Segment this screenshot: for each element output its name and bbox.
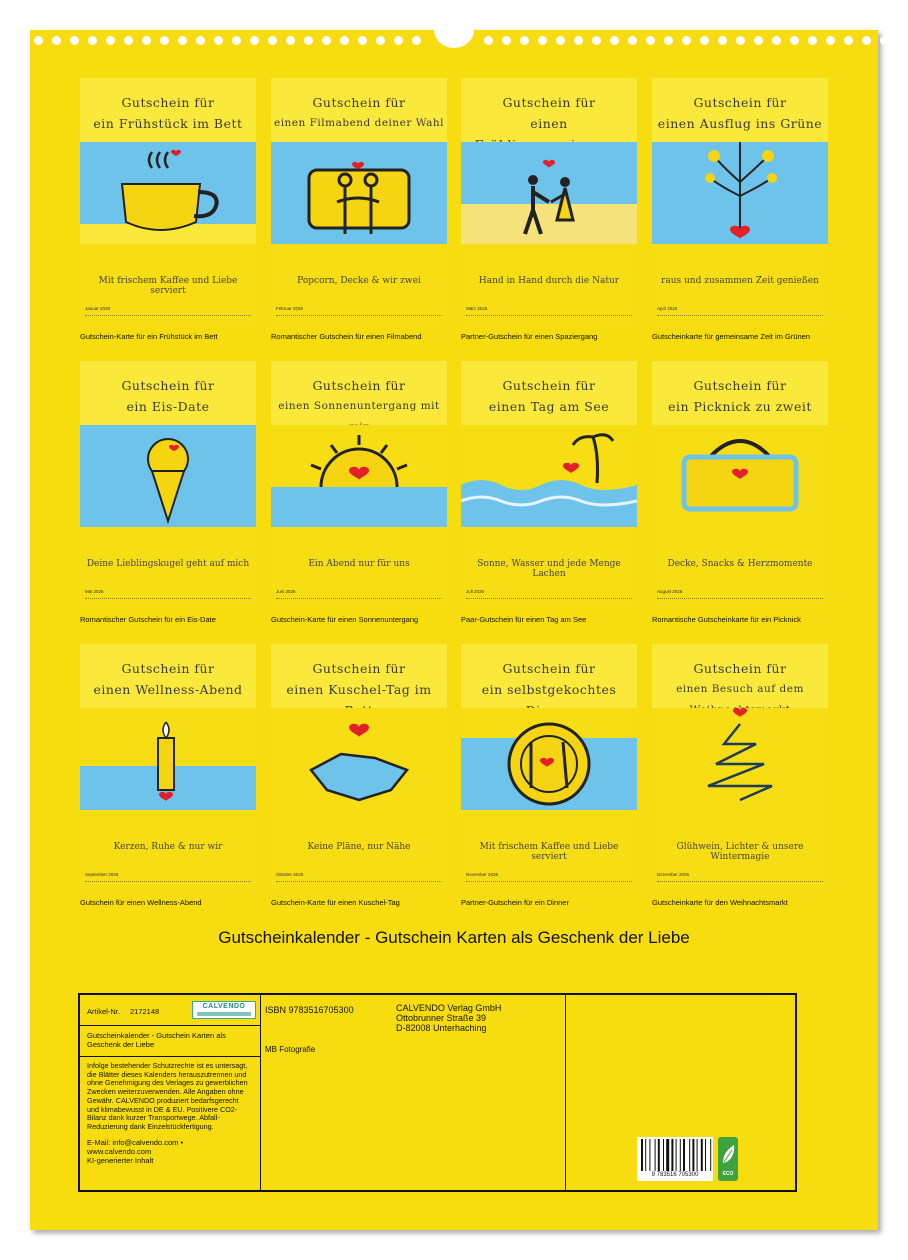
- flower-tree-icon: [652, 142, 828, 244]
- binding-hole: [772, 36, 781, 45]
- binding-hole: [718, 36, 727, 45]
- day-strip: [85, 881, 251, 886]
- card-subtitle: Keine Pläne, nur Nähe: [307, 842, 411, 852]
- handshake-heart-icon: [271, 708, 447, 810]
- binding-hole: [700, 36, 709, 45]
- month-label: Januar 2026: [85, 306, 111, 311]
- binding-hole: [304, 36, 313, 45]
- info-column-middle: [260, 995, 566, 1190]
- legal-text: Infolge bestehender Schutzrechte ist es untersagt, die Blätter dieses Kalenders herauszutrennen und ohne Genehmigung des Verlages zu gewerblichen Zwecken weiterzuverwenden. Alle Angaben ohne Gewähr. CALVENDO produziert bedarfsgerecht und klimabewusst in DE & EU. Positivere CO2-Bilanz dank kurzer Transportwege. Abfall-Reduzierung dank Einzelstückfertigung.: [87, 1061, 248, 1131]
- publisher-name: CALVENDO Verlag GmbH: [396, 1003, 502, 1013]
- calvendo-logo: CALVENDO: [192, 1001, 256, 1019]
- month-card: [461, 644, 637, 892]
- binding-hole: [232, 36, 241, 45]
- day-strip: [657, 315, 823, 320]
- binding-hole: [394, 36, 403, 45]
- calendar-title: Gutscheinkalender - Gutschein Karten als Geschenk der Liebe: [218, 928, 690, 947]
- publisher-street: Ottobrunner Straße 39: [396, 1013, 487, 1023]
- card-subtitle: Glühwein, Lichter & unsere Wintermagie: [676, 842, 804, 862]
- day-strip: [85, 315, 251, 320]
- month-card: [461, 361, 637, 609]
- card-subtitle: Deine Lieblingskugel geht auf mich: [86, 559, 250, 569]
- day-strip: [466, 598, 632, 603]
- eco-badge: ECO: [718, 1137, 738, 1181]
- publisher-city: D-82008 Unterhaching: [396, 1023, 487, 1033]
- month-label: Dezember 2026: [657, 872, 690, 877]
- binding-hole: [574, 36, 583, 45]
- article-number: 2172148: [130, 1007, 160, 1016]
- card-caption: Gutschein-Karte für einen Kuschel-Tag: [271, 898, 400, 907]
- card-subtitle: raus und zusammen Zeit genießen: [661, 276, 819, 286]
- month-label: Juli 2026: [466, 589, 485, 594]
- card-subtitle: Ein Abend nur für uns: [308, 559, 410, 569]
- card-title: Gutschein für einen Besuch auf dem: [676, 661, 804, 695]
- binding-hole: [556, 36, 565, 45]
- month-card: [80, 361, 256, 609]
- month-card: [271, 78, 447, 326]
- day-strip: [276, 315, 442, 320]
- binding-hole: [646, 36, 655, 45]
- card-subtitle: Sonne, Wasser und jede Menge Lachen: [477, 559, 621, 579]
- author-text: MB Fotografie: [265, 1045, 316, 1054]
- binding-hole: [412, 36, 421, 45]
- card-caption: Gutschein für einen Wellness-Abend: [80, 898, 202, 907]
- day-strip: [466, 881, 632, 886]
- month-label: November 2026: [466, 872, 499, 877]
- day-strip: [276, 881, 442, 886]
- binding-hole: [88, 36, 97, 45]
- month-card: [271, 361, 447, 609]
- binding-hole: [106, 36, 115, 45]
- card-caption: Romantischer Gutschein für ein Eis-Date: [80, 615, 216, 624]
- barcode: [637, 1137, 713, 1181]
- day-strip: [657, 598, 823, 603]
- article-label: Artikel-Nr.: [87, 1007, 120, 1016]
- christmas-tree-icon: [652, 708, 828, 810]
- binding-hole: [214, 36, 223, 45]
- binding-hole: [592, 36, 601, 45]
- calendar-back-page: [30, 30, 878, 1230]
- card-title: Gutschein für ein Picknick zu zweit: [668, 378, 812, 414]
- day-strip: [657, 881, 823, 886]
- card-subtitle: Kerzen, Ruhe & nur wir: [113, 842, 223, 852]
- binding-hole: [880, 36, 889, 45]
- binding-hole: [682, 36, 691, 45]
- isbn-text: ISBN 9783516705300: [265, 1005, 354, 1015]
- card-caption: Gutscheinkarte für den Weihnachtsmarkt: [652, 898, 788, 907]
- day-strip: [85, 598, 251, 603]
- binding-hole: [268, 36, 277, 45]
- binding-hole: [484, 36, 493, 45]
- month-label: April 2026: [657, 306, 678, 311]
- binding-hole: [160, 36, 169, 45]
- coffee-cup-icon: [80, 142, 256, 244]
- month-card: [652, 78, 828, 326]
- day-strip: [466, 315, 632, 320]
- card-title: Gutschein für einen Sonnenuntergang mit: [278, 378, 440, 412]
- card-caption: Gutscheinkarte für gemeinsame Zeit im Grünen: [652, 332, 810, 341]
- binding-hole: [250, 36, 259, 45]
- barcode-digits: 9 783516 705300: [651, 1172, 699, 1178]
- binding-hole: [808, 36, 817, 45]
- binding-hole: [664, 36, 673, 45]
- month-card: [80, 78, 256, 326]
- month-label: August 2026: [657, 589, 683, 594]
- card-title: Gutschein für einen Ausflug ins Grüne: [657, 95, 823, 131]
- binding-hole: [52, 36, 61, 45]
- card-title: Gutschein für einen Filmabend deiner Wahl: [273, 95, 444, 129]
- month-label: Februar 2026: [276, 306, 304, 311]
- card-title: Gutschein für einen Tag am See: [488, 378, 610, 414]
- month-card: [652, 644, 828, 892]
- card-caption: Romantischer Gutschein für einen Filmabend: [271, 332, 422, 341]
- walking-couple-icon: [461, 142, 637, 244]
- card-title: Gutschein für einen Kuschel-Tag im: [286, 661, 432, 697]
- candle-icon: [80, 708, 256, 810]
- binding-hole: [70, 36, 79, 45]
- binding-hole: [124, 36, 133, 45]
- month-card: [80, 644, 256, 892]
- info-column-left: [80, 995, 261, 1190]
- binding-hole: [628, 36, 637, 45]
- binding-hole: [178, 36, 187, 45]
- card-caption: Gutschein-Karte für ein Frühstück im Bett: [80, 332, 218, 341]
- card-title: Gutschein für ein Frühstück im Bett: [93, 95, 243, 131]
- website-link[interactable]: www.calvendo.com: [87, 1147, 152, 1156]
- month-card: [271, 644, 447, 892]
- plate-cutlery-icon: [461, 708, 637, 810]
- day-strip: [276, 598, 442, 603]
- card-caption: Partner-Gutschein für einen Spaziergang: [461, 332, 598, 341]
- binding-hole: [538, 36, 547, 45]
- month-card: [461, 78, 637, 326]
- card-caption: Romantische Gutscheinkarte für ein Picknick: [652, 615, 801, 624]
- binding-hole: [502, 36, 511, 45]
- product-title: Gutscheinkalender - Gutschein Karten als Geschenk der Liebe: [87, 1031, 226, 1049]
- binding-hole: [142, 36, 151, 45]
- binding-hole: [322, 36, 331, 45]
- email-text: E-Mail: info@calvendo.com •: [87, 1138, 184, 1147]
- binding-hole: [340, 36, 349, 45]
- binding-hole: [844, 36, 853, 45]
- card-subtitle: Mit frischem Kaffee und Liebe serviert: [98, 276, 238, 296]
- binding-hole: [826, 36, 835, 45]
- month-label: Mai 2026: [85, 589, 104, 594]
- binding-hole: [376, 36, 385, 45]
- month-label: Oktober 2026: [276, 872, 304, 877]
- couple-on-sofa-icon: [271, 142, 447, 244]
- month-label: September 2026: [85, 872, 119, 877]
- binding-hole: [754, 36, 763, 45]
- ki-note: KI-generierter Inhalt: [87, 1156, 154, 1165]
- binding-hole: [34, 36, 43, 45]
- binding-hole: [736, 36, 745, 45]
- card-caption: Paar-Gutschein für einen Tag am See: [461, 615, 587, 624]
- card-subtitle: Decke, Snacks & Herzmomente: [667, 559, 813, 569]
- ice-cream-icon: [80, 425, 256, 527]
- card-caption: Gutschein-Karte für einen Sonnenuntergang: [271, 615, 419, 624]
- binding-hole: [520, 36, 529, 45]
- card-title: Gutschein für ein Eis-Date: [121, 378, 215, 414]
- card-title: Gutschein für ein selbstgekochtes: [481, 661, 617, 697]
- month-label: Juni 2026: [276, 589, 296, 594]
- card-title: Gutschein für einen: [502, 95, 596, 131]
- card-subtitle: Hand in Hand durch die Natur: [478, 276, 620, 286]
- palm-waves-icon: [461, 425, 637, 527]
- card-subtitle: Popcorn, Decke & wir zwei: [297, 276, 421, 286]
- sunset-icon: [271, 425, 447, 527]
- binding-hole: [286, 36, 295, 45]
- binding-hole: [610, 36, 619, 45]
- month-card: [652, 361, 828, 609]
- card-subtitle: Mit frischem Kaffee und Liebe serviert: [479, 842, 619, 862]
- card-caption: Partner-Gutschein für ein Dinner: [461, 898, 569, 907]
- card-title: Gutschein für einen Wellness-Abend: [93, 661, 243, 697]
- picnic-basket-icon: [652, 425, 828, 527]
- binding-hole: [790, 36, 799, 45]
- month-label: März 2026: [466, 306, 488, 311]
- binding-hole: [196, 36, 205, 45]
- hanger-cutout: [434, 12, 474, 48]
- binding-hole: [358, 36, 367, 45]
- binding-hole: [862, 36, 871, 45]
